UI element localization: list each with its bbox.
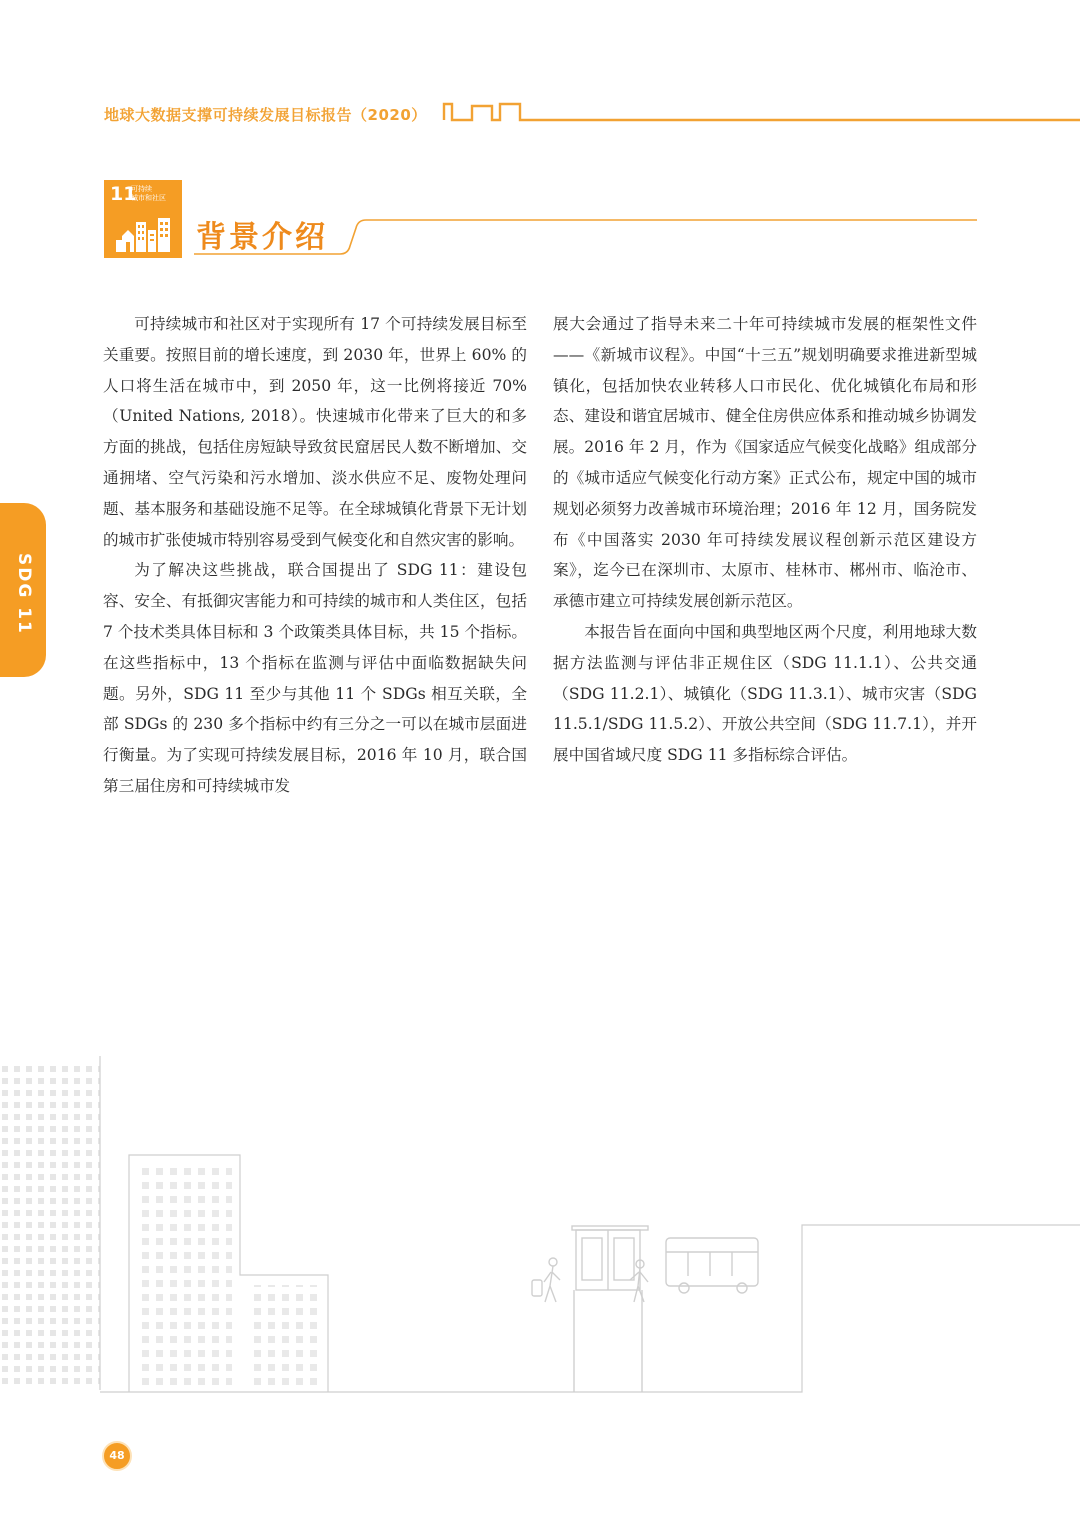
body-column-right (553, 309, 977, 771)
section-title: 背景介绍 (196, 220, 328, 255)
sdg-badge-label (131, 185, 181, 203)
body-column-left (103, 309, 527, 802)
paragraph-2-continued: 展大会通过了指导未来二十年可持续城市发展的框架性文件——《新城市议程》。中国“十三五”规划明确要求推进新型城镇化，包括加快农业转移人口市民化、优化城镇化布局和形态、建设和谐宜居城市、健全住房供应体系和推动城乡协调发展。2016 年 2 月，作为《国家适应气候变化战略》组成部分的《城市适应气候变化行动方案》正式公布，规定中国的城市规划必须努力改善城市环境治理；2016 年 12 月，国务院发布《中国落实 2030 年可持续发展议程创新示范区建设方案》，迄今已在深圳市、太原市、桂林市、郴州市、临沧市、承德市建立可持续发展创新示范区。 (553, 315, 977, 611)
city-buildings-icon (114, 216, 174, 252)
report-header-title: 地球大数据支撑可持续发展目标报告（2020） (104, 106, 427, 124)
paragraph-2: 为了解决这些挑战，联合国提出了 SDG 11：建设包容、安全、有抵御灾害能力和可持续的城市和人类住区，包括 7 个技术类具体目标和 3 个政策类具体目标，共 15 个指标。在这些指标中，13 个指标在监测与评估中面临数据缺失问题。另外，SDG 11 至少与其他 11 个 SDGs 相互关联，全部 SDGs 的 230 多个指标中约有三分之一可以在城市层面进行衡量。为了实现可持续发展目标，2016 年 10 月，联合国第三届住房和可持续城市发 (103, 561, 527, 795)
side-tab-label: SDG 11 (14, 553, 34, 635)
paragraph-1: 可持续城市和社区对于实现所有 17 个可持续发展目标至关重要。按照目前的增长速度，到 2030 年，世界上 60% 的人口将生活在城市中，到 2050 年，这一比例将接近 70%（United Nations, 2018）。快速城市化带来了巨大的和多方面的挑战，包括住房短缺导致贫民窟居民人数不断增加、交通拥堵、空气污染和污水增加、淡水供应不足、废物处理问题、基本服务和基础设施不足等。在全球城镇化背景下无计划的城市扩张使城市特别容易受到气候变化和自然灾害的影响。 (103, 315, 527, 549)
sdg-side-tab (0, 503, 46, 677)
page-number: 48 (102, 1441, 132, 1471)
sdg-badge-number: 11 (110, 183, 137, 205)
header-decoration-line (440, 100, 1080, 126)
sdg-badge-label-line1: 可持续 (131, 185, 152, 193)
sdg11-badge (104, 180, 182, 258)
city-skyline-illustration (0, 1040, 1080, 1400)
paragraph-3: 本报告旨在面向中国和典型地区两个尺度，利用地球大数据方法监测与评估非正规住区（SDG 11.1.1）、公共交通（SDG 11.2.1）、城镇化（SDG 11.3.1）、城市灾害（SDG 11.5.1/SDG 11.5.2）、开放公共空间（SDG 11.7.1），并开展中国省域尺度 SDG 11 多指标综合评估。 (553, 622, 977, 765)
sdg-badge-label-line2: 城市和社区 (131, 194, 166, 202)
